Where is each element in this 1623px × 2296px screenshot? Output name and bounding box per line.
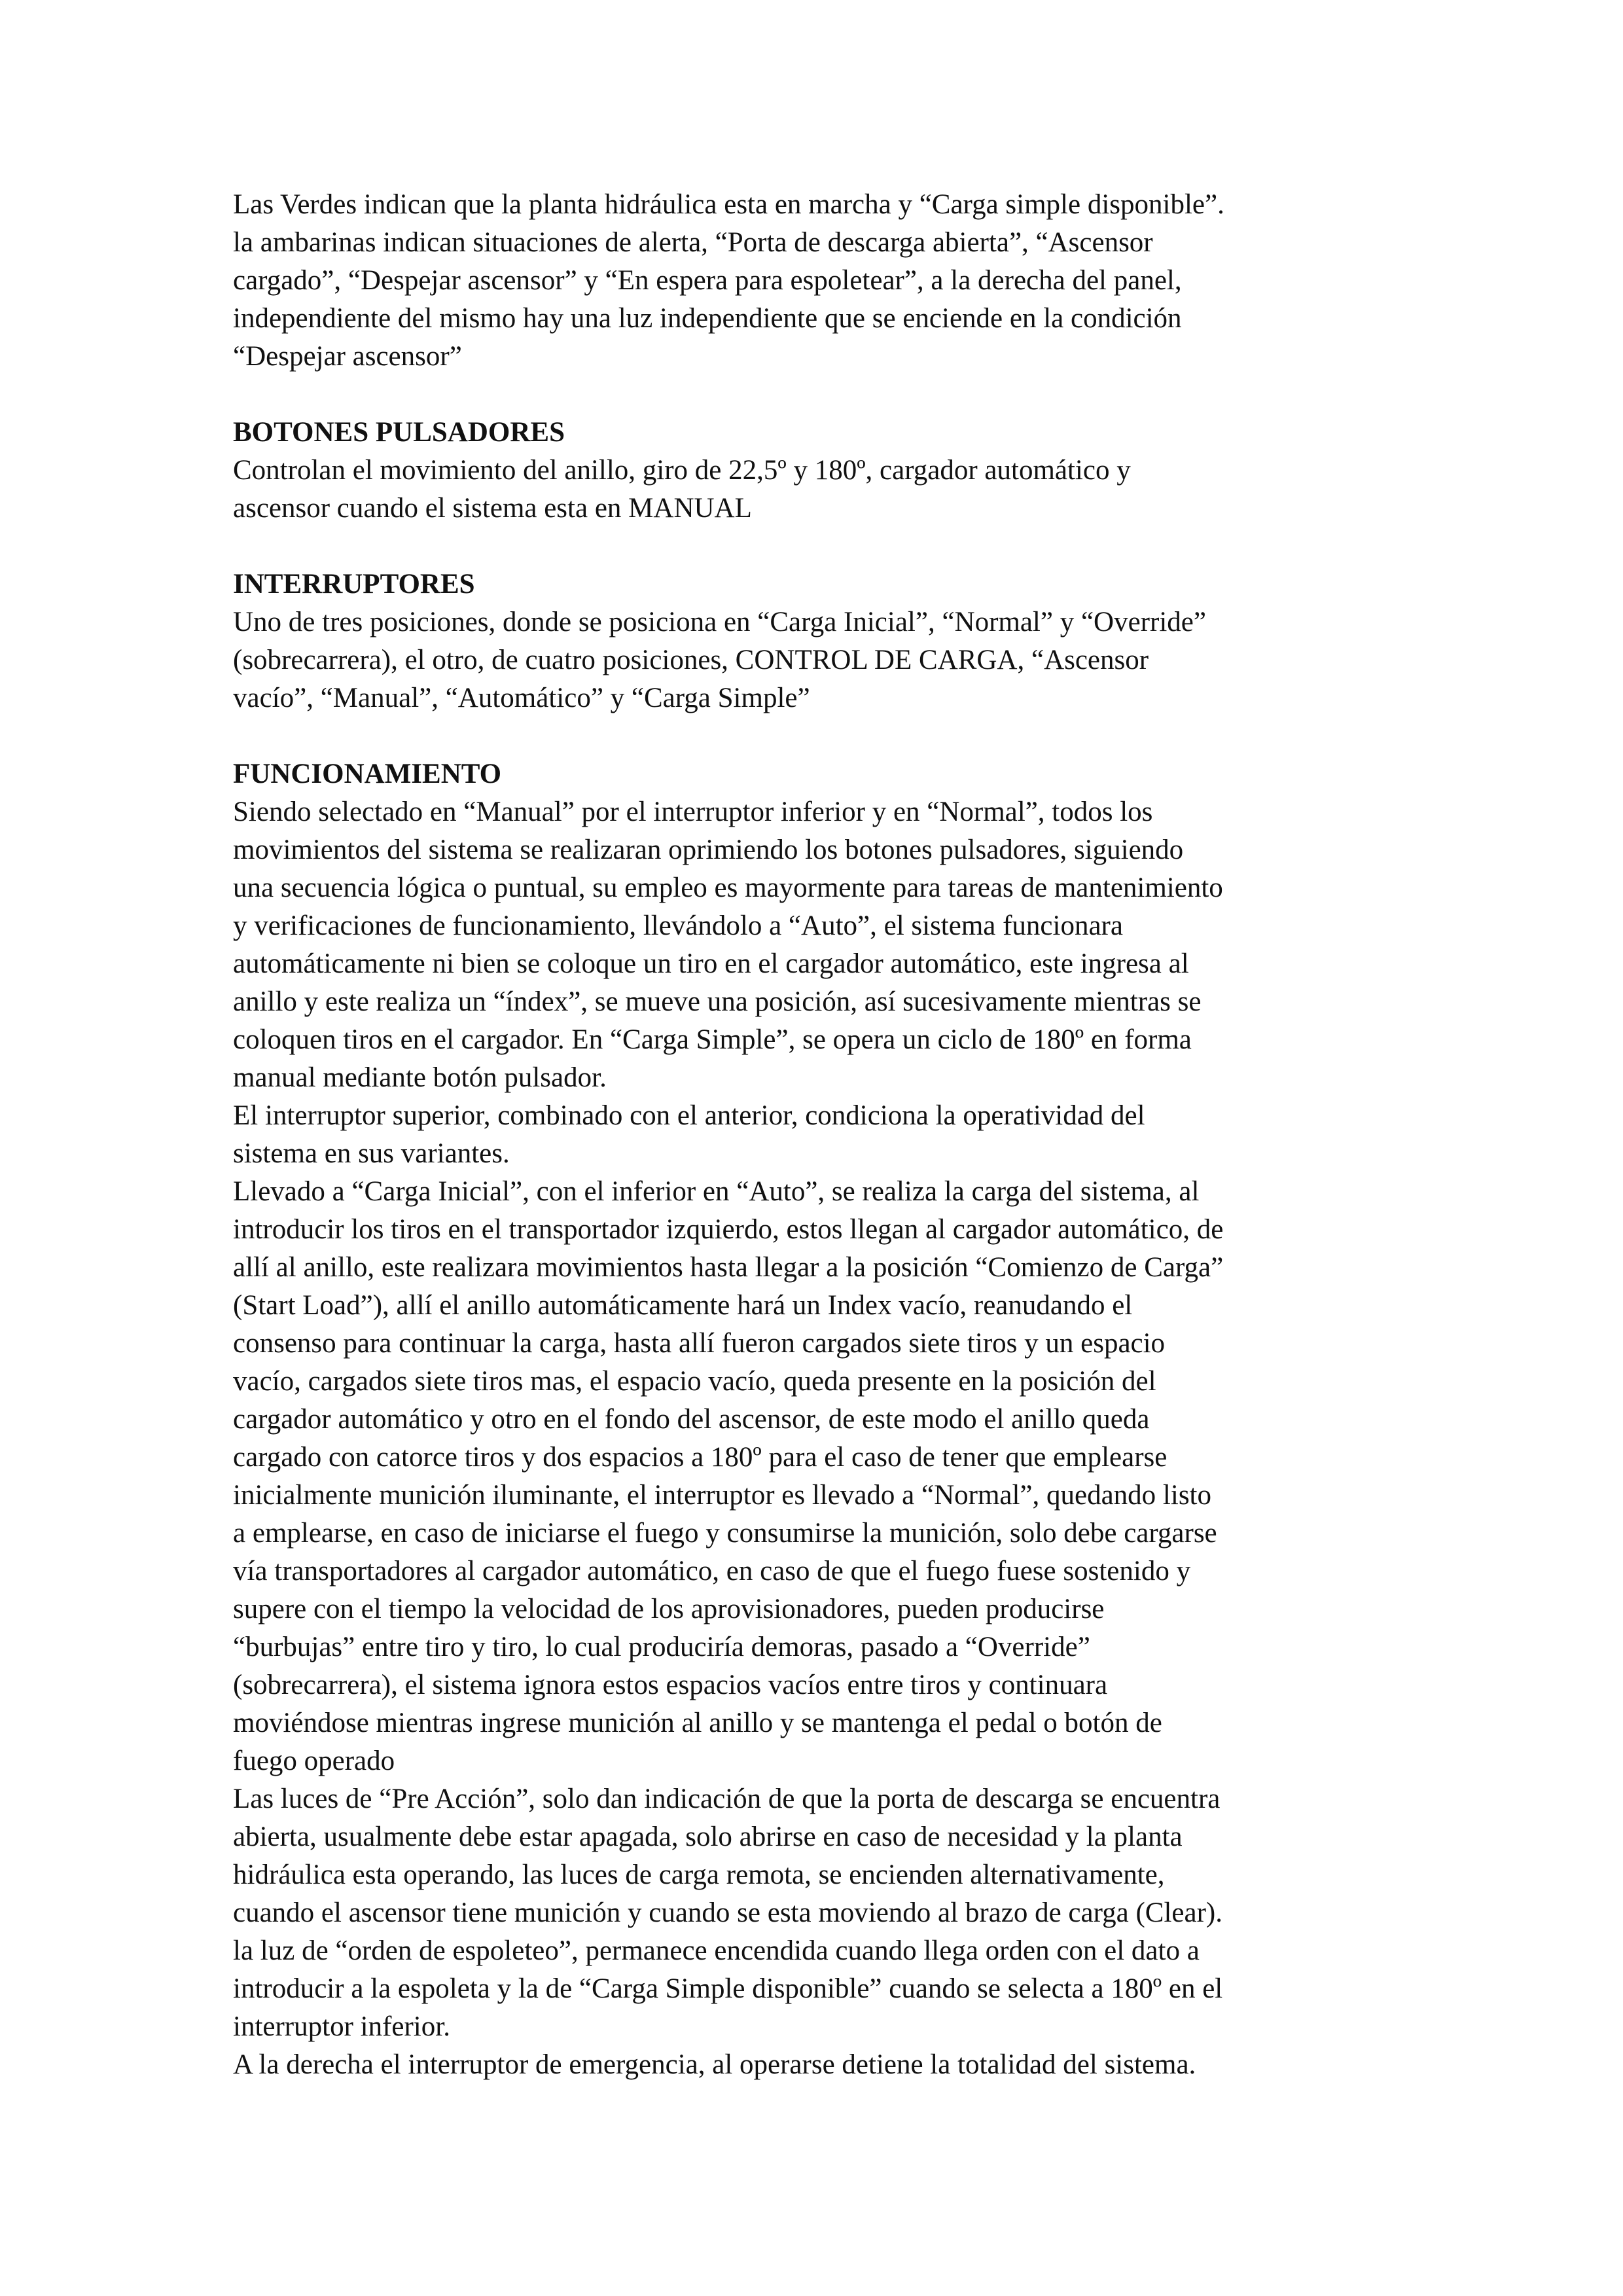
text-line: vía transportadores al cargador automático, en caso de que el fuego fuese sostenido y xyxy=(233,1556,1191,1587)
heading-funcionamiento: FUNCIONAMIENTO xyxy=(233,759,502,789)
text-line: moviéndose mientras ingrese munición al anillo y se mantenga el pedal o botón de xyxy=(233,1708,1162,1738)
text-line: la luz de “orden de espoleteo”, permanece encendida cuando llega orden con el dato a xyxy=(233,1935,1200,1966)
text-line: supere con el tiempo la velocidad de los aprovisionadores, pueden producirse xyxy=(233,1594,1105,1624)
text-line: anillo y este realiza un “índex”, se mueve una posición, así sucesivamente mientras se xyxy=(233,986,1202,1017)
interruptores-paragraph xyxy=(233,603,1404,717)
botones-paragraph xyxy=(233,452,1404,528)
text-line: Las luces de “Pre Acción”, solo dan indicación de que la porta de descarga se encuentra xyxy=(233,1784,1221,1814)
heading-botones-pulsadores: BOTONES PULSADORES xyxy=(233,417,565,448)
text-line: una secuencia lógica o puntual, su empleo es mayormente para tareas de mantenimiento xyxy=(233,872,1223,903)
heading-interruptores: INTERRUPTORES xyxy=(233,569,475,600)
intro-paragraph xyxy=(233,186,1404,376)
text-line: interruptor inferior. xyxy=(233,2011,450,2042)
text-line: inicialmente munición iluminante, el interruptor es llevado a “Normal”, quedando listo xyxy=(233,1480,1212,1511)
text-line: cargado con catorce tiros y dos espacios a 180º para el caso de tener que emplearse xyxy=(233,1442,1168,1473)
text-line: abierta, usualmente debe estar apagada, solo abrirse en caso de necesidad y la planta xyxy=(233,1821,1183,1852)
text-line: cuando el ascensor tiene munición y cuando se esta moviendo al brazo de carga (Clear). xyxy=(233,1897,1222,1928)
text-line: Las Verdes indican que la planta hidráulica esta en marcha y “Carga simple disponible”. xyxy=(233,189,1224,220)
text-line: Controlan el movimiento del anillo, giro de 22,5º y 180º, cargador automático y xyxy=(233,455,1131,486)
document-body xyxy=(233,186,1404,2084)
text-line: y verificaciones de funcionamiento, llevándolo a “Auto”, el sistema funcionara xyxy=(233,910,1123,941)
text-line: introducir a la espoleta y la de “Carga Simple disponible” cuando se selecta a 180º en el xyxy=(233,1973,1223,2004)
text-line: sistema en sus variantes. xyxy=(233,1138,510,1169)
text-line: consenso para continuar la carga, hasta allí fueron cargados siete tiros y un espacio xyxy=(233,1328,1166,1359)
text-line: manual mediante botón pulsador. xyxy=(233,1062,607,1093)
text-line: (Start Load”), allí el anillo automáticamente hará un Index vacío, reanudando el xyxy=(233,1290,1133,1321)
spacer xyxy=(233,376,1404,414)
text-line: Uno de tres posiciones, donde se posiciona en “Carga Inicial”, “Normal” y “Override” xyxy=(233,607,1206,637)
text-line: introducir los tiros en el transportador izquierdo, estos llegan al cargador automático, de xyxy=(233,1214,1224,1245)
text-line: ascensor cuando el sistema esta en MANUAL xyxy=(233,493,752,524)
text-line: movimientos del sistema se realizaran oprimiendo los botones pulsadores, siguiendo xyxy=(233,834,1184,865)
text-line: (sobrecarrera), el otro, de cuatro posiciones, CONTROL DE CARGA, “Ascensor xyxy=(233,645,1149,675)
spacer xyxy=(233,528,1404,565)
text-line: El interruptor superior, combinado con el anterior, condiciona la operatividad del xyxy=(233,1100,1145,1131)
text-line: Llevado a “Carga Inicial”, con el inferior en “Auto”, se realiza la carga del sistema, al xyxy=(233,1176,1200,1207)
text-line: “burbujas” entre tiro y tiro, lo cual produciría demoras, pasado a “Override” xyxy=(233,1632,1090,1662)
text-line: cargador automático y otro en el fondo del ascensor, de este modo el anillo queda xyxy=(233,1404,1150,1435)
funcionamiento-paragraph xyxy=(233,793,1404,2084)
text-line: vacío, cargados siete tiros mas, el espacio vacío, queda presente en la posición del xyxy=(233,1366,1156,1397)
text-line: hidráulica esta operando, las luces de carga remota, se encienden alternativamente, xyxy=(233,1859,1165,1890)
text-line: allí al anillo, este realizara movimientos hasta llegar a la posición “Comienzo de Carga” xyxy=(233,1252,1224,1283)
text-line: A la derecha el interruptor de emergencia, al operarse detiene la totalidad del sistema. xyxy=(233,2049,1196,2080)
spacer xyxy=(233,717,1404,755)
text-line: vacío”, “Manual”, “Automático” y “Carga Simple” xyxy=(233,683,810,713)
text-line: Siendo selectado en “Manual” por el interruptor inferior y en “Normal”, todos los xyxy=(233,797,1153,827)
text-line: independiente del mismo hay una luz independiente que se enciende en la condición xyxy=(233,303,1182,334)
text-line: “Despejar ascensor” xyxy=(233,341,462,372)
text-line: a emplearse, en caso de iniciarse el fuego y consumirse la munición, solo debe cargarse xyxy=(233,1518,1217,1549)
text-line: la ambarinas indican situaciones de alerta, “Porta de descarga abierta”, “Ascensor xyxy=(233,227,1153,258)
text-line: automáticamente ni bien se coloque un tiro en el cargador automático, este ingresa al xyxy=(233,948,1189,979)
text-line: coloquen tiros en el cargador. En “Carga Simple”, se opera un ciclo de 180º en forma xyxy=(233,1024,1192,1055)
text-line: fuego operado xyxy=(233,1746,395,1776)
text-line: cargado”, “Despejar ascensor” y “En espera para espoletear”, a la derecha del panel, xyxy=(233,265,1182,296)
text-line: (sobrecarrera), el sistema ignora estos espacios vacíos entre tiros y continuara xyxy=(233,1670,1108,1700)
